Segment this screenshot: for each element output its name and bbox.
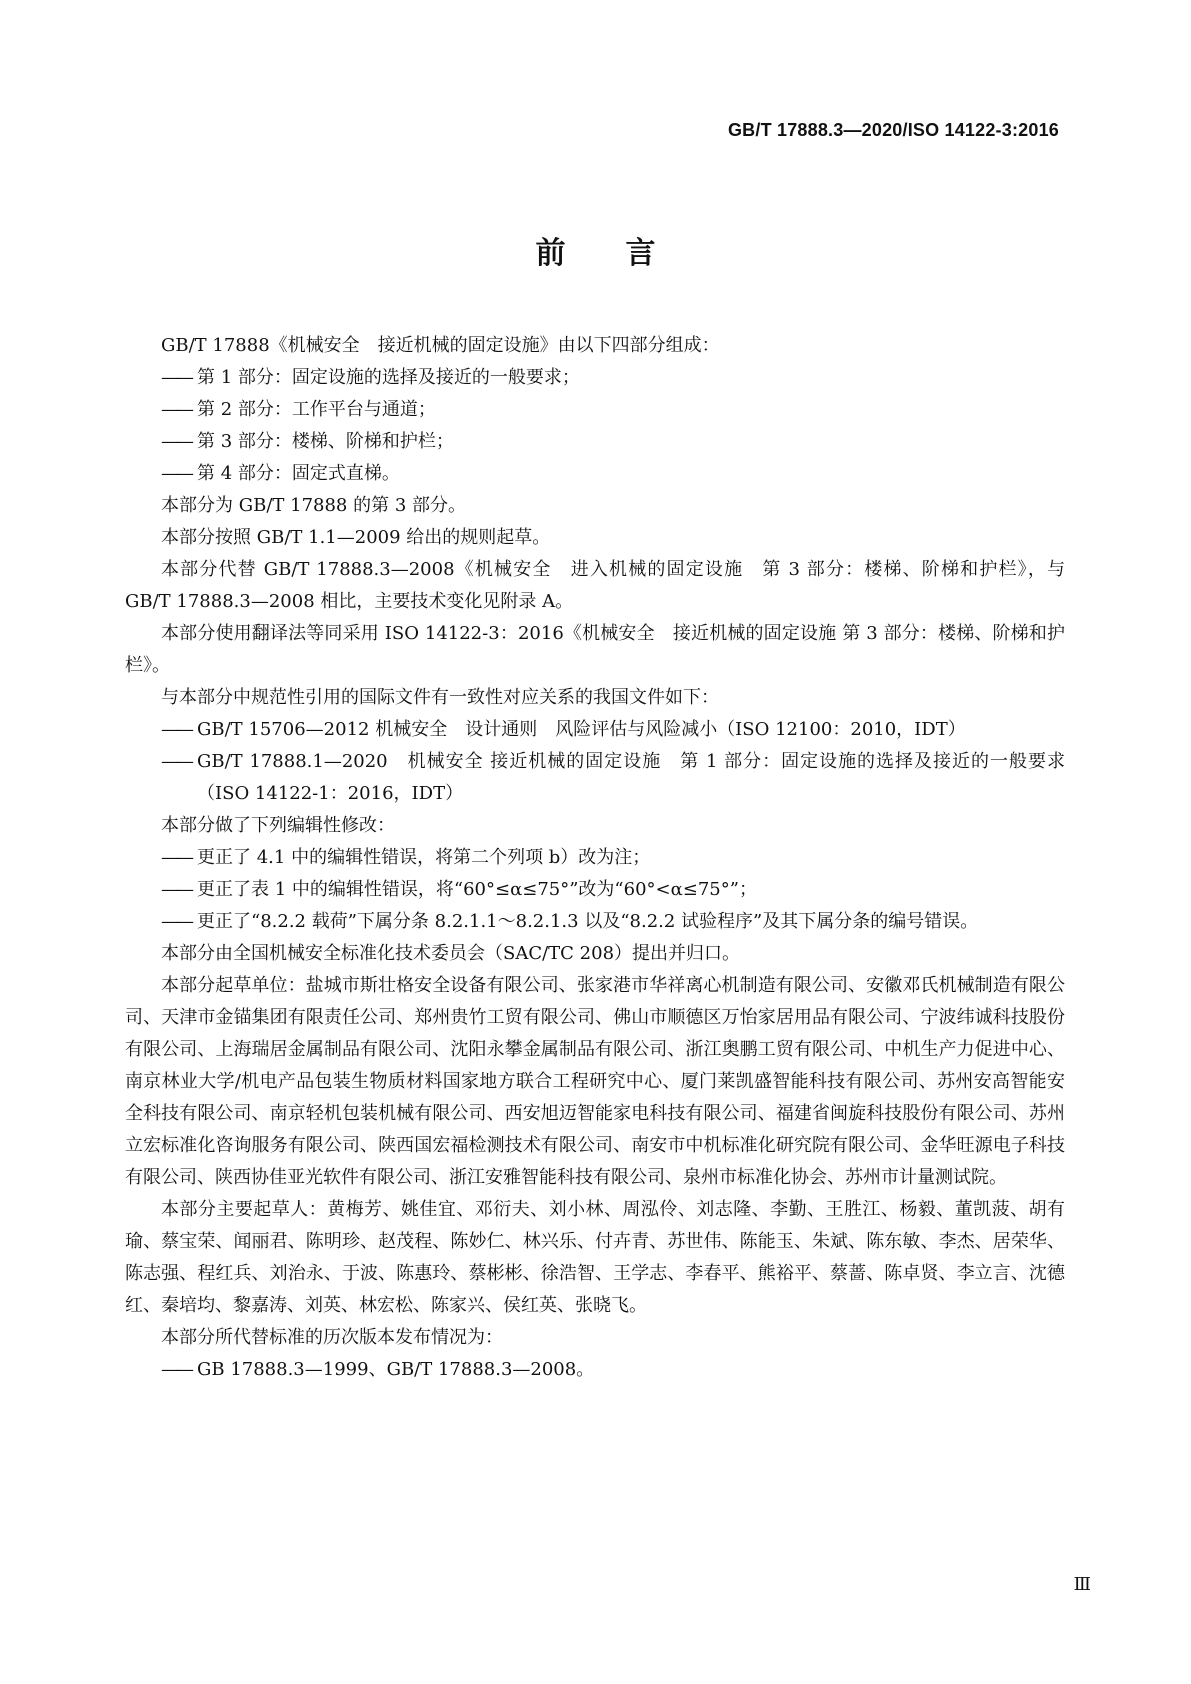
paragraph-drafting-rules: 本部分按照 GB/T 1.1—2009 给出的规则起草。 xyxy=(161,527,551,548)
foreword-body xyxy=(125,330,1065,1386)
list-item-edit-1: —— 更正了 4.1 中的编辑性错误，将第二个列项 b）改为注； xyxy=(125,842,1065,874)
paragraph-drafters: 本部分主要起草人：黄梅芳、姚佳宜、邓衍夫、刘小林、周泓伶、刘志隆、李勤、王胜江、杨毅、董凯菠、胡有瑜、蔡宝荣、闻丽君、陈明珍、赵茂程、陈妙仁、林兴乐、付卉青、苏世伟、陈能玉、朱斌、陈东敏、李杰、居荣华、陈志强、程红兵、刘治永、于波、陈惠玲、蔡彬彬、徐浩智、王学志、李春平、熊裕平、蔡蔷、陈卓贤、李立言、沈德红、秦培均、黎嘉涛、刘英、林宏松、陈家兴、侯红英、张晓飞。 xyxy=(125,1199,1065,1316)
list-item-part-2: —— 第 2 部分：工作平台与通道； xyxy=(125,394,1065,426)
list-item-edit-2: —— 更正了表 1 中的编辑性错误，将“60°≤α≤75°”改为“60°<α≤75°”； xyxy=(125,874,1065,906)
paragraph-translation: 本部分使用翻译法等同采用 ISO 14122-3：2016《机械安全 接近机械的固定设施 第 3 部分：楼梯、阶梯和护栏》。 xyxy=(125,623,1065,676)
list-item-reference-2: —— GB/T 17888.1—2020 机械安全 接近机械的固定设施 第 1 部分：固定设施的选择及接近的一般要求（ISO 14122-1：2016，IDT） xyxy=(125,746,1065,810)
paragraph-drafting-units: 本部分起草单位：盐城市斯壮格安全设备有限公司、张家港市华祥离心机制造有限公司、安徽邓氏机械制造有限公司、天津市金锚集团有限责任公司、郑州贵竹工贸有限公司、佛山市顺德区万怡家居用品有限公司、宁波纬诚科技股份有限公司、上海瑞居金属制品有限公司、沈阳永攀金属制品有限公司、浙江奥鹏工贸有限公司、中机生产力促进中心、南京林业大学/机电产品包装生物质材料国家地方联合工程研究中心、厦门莱凯盛智能科技有限公司、苏州安高智能安全科技有限公司、南京轻机包装机械有限公司、西安旭迈智能家电科技有限公司、福建省闽旋科技股份有限公司、苏州立宏标准化咨询服务有限公司、陕西国宏福检测技术有限公司、南安市中机标准化研究院有限公司、金华旺源电子科技有限公司、陕西协佳亚光软件有限公司、浙江安雅智能科技有限公司、泉州市标准化协会、苏州市计量测试院。 xyxy=(125,975,1065,1188)
list-item-edit-3: —— 更正了“8.2.2 载荷”下属分条 8.2.1.1～8.2.1.3 以及“8.2.2 试验程序”及其下属分条的编号错误。 xyxy=(125,906,1065,938)
list-item-part-4: —— 第 4 部分：固定式直梯。 xyxy=(125,458,1065,490)
paragraph-editorial-intro: 本部分做了下列编辑性修改： xyxy=(161,815,395,836)
paragraph-references-intro: 与本部分中规范性引用的国际文件有一致性对应关系的我国文件如下： xyxy=(161,687,719,708)
list-item-part-1: —— 第 1 部分：固定设施的选择及接近的一般要求； xyxy=(125,362,1065,394)
standard-code-header: GB/T 17888.3—2020/ISO 14122-3:2016 xyxy=(727,120,1059,140)
list-item-part-3: —— 第 3 部分：楼梯、阶梯和护栏； xyxy=(125,426,1065,458)
paragraph-intro: GB/T 17888《机械安全 接近机械的固定设施》由以下四部分组成： xyxy=(161,335,720,356)
paragraph-replaces: 本部分代替 GB/T 17888.3—2008《机械安全 进入机械的固定设施 第 3 部分：楼梯、阶梯和护栏》，与 GB/T 17888.3—2008 相比，主要技术变化见附录 A。 xyxy=(125,559,1065,612)
page-title xyxy=(0,228,1191,272)
paragraph-committee: 本部分由全国机械安全标准化技术委员会（SAC/TC 208）提出并归口。 xyxy=(161,943,741,964)
list-item-reference-1: —— GB/T 15706—2012 机械安全 设计通则 风险评估与风险减小（ISO 12100：2010，IDT） xyxy=(125,714,1065,746)
paragraph-part-statement: 本部分为 GB/T 17888 的第 3 部分。 xyxy=(161,495,466,516)
title-char-1: 前 xyxy=(535,236,566,271)
page-number: Ⅲ xyxy=(1073,1574,1091,1595)
list-item-history: —— GB 17888.3—1999、GB/T 17888.3—2008。 xyxy=(125,1354,1065,1386)
paragraph-history-intro: 本部分所代替标准的历次版本发布情况为： xyxy=(161,1327,503,1348)
title-char-2: 言 xyxy=(625,236,656,271)
